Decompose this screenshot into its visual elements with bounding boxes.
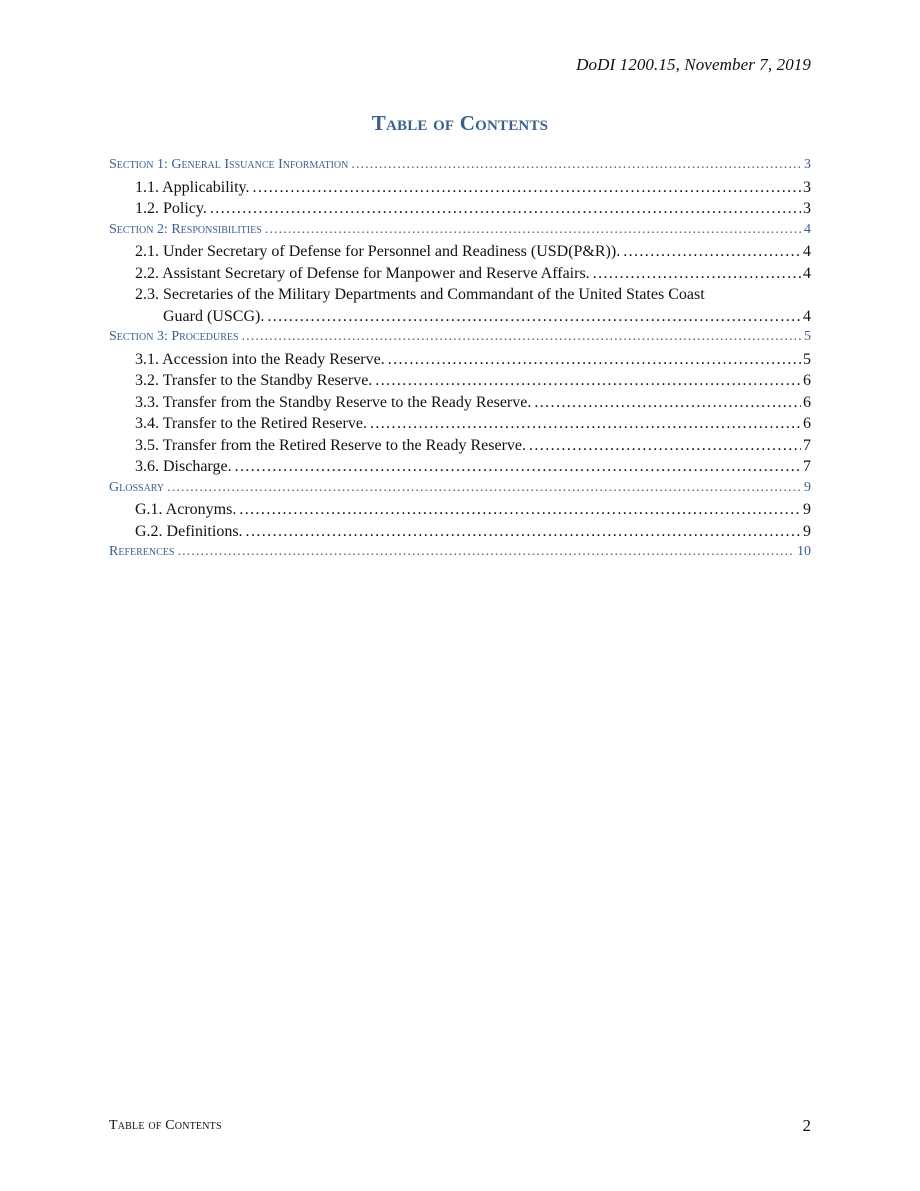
- dot-leader: [253, 179, 801, 197]
- toc-entry-2-3[interactable]: [109, 286, 811, 308]
- toc-entry-label: 2.1. Under Secretary of Defense for Personnel and Readiness (USD(P&R)).: [135, 243, 621, 260]
- toc-entry-label: Section 1: General Issuance Information: [109, 157, 349, 172]
- toc-entry-page: 10: [797, 544, 811, 559]
- dot-leader: [267, 308, 801, 326]
- toc-entry-page: 4: [803, 307, 811, 325]
- toc-entry-1-1[interactable]: [109, 179, 811, 201]
- toc-entry-page: 5: [804, 329, 811, 344]
- toc-entry-g-1[interactable]: [109, 501, 811, 523]
- toc-entry-page: 6: [803, 372, 811, 389]
- dot-leader: [529, 437, 801, 455]
- toc-entry-label: 1.1. Applicability.: [135, 178, 250, 196]
- dot-leader: [623, 243, 801, 261]
- toc-entry-label: G.2. Definitions.: [135, 522, 243, 540]
- toc-entry-3-3[interactable]: [109, 394, 811, 416]
- dot-leader: [375, 372, 801, 390]
- toc-entry-page: 6: [803, 393, 811, 411]
- dot-leader: [246, 523, 801, 541]
- toc-title: Table of Contents: [371, 111, 549, 135]
- toc-entry-section-1[interactable]: [109, 157, 811, 179]
- toc-entry-section-2[interactable]: [109, 222, 811, 244]
- toc-entry-3-4[interactable]: [109, 415, 811, 437]
- toc-entry-label: 3.4. Transfer to the Retired Reserve.: [135, 415, 367, 432]
- toc-entry-3-2[interactable]: [109, 372, 811, 394]
- dot-leader: [235, 458, 801, 476]
- toc-entry-label: G.1. Acronyms.: [135, 501, 237, 518]
- toc-entry-page: 7: [803, 436, 811, 454]
- footer-page-number: 2: [802, 1116, 811, 1135]
- dot-leader: [265, 222, 802, 238]
- toc-entry-2-3-continued[interactable]: [109, 308, 811, 330]
- toc-entry-label-continued: Guard (USCG).: [163, 307, 265, 325]
- toc-entry-page: 6: [803, 415, 811, 432]
- toc-entry-label: 3.6. Discharge.: [135, 458, 232, 475]
- toc-entry-glossary[interactable]: [109, 480, 811, 502]
- toc-entry-g-2[interactable]: [109, 523, 811, 545]
- toc-entry-page: 4: [803, 243, 811, 260]
- dot-leader: [534, 394, 801, 412]
- toc-entry-page: 7: [803, 458, 811, 475]
- toc-entry-label: 3.1. Accession into the Ready Reserve.: [135, 350, 385, 368]
- dot-leader: [239, 501, 801, 519]
- toc-entry-label: Section 2: Responsibilities: [109, 221, 262, 237]
- dot-leader: [167, 480, 802, 496]
- table-of-contents: [109, 157, 811, 566]
- toc-entry-2-1[interactable]: [109, 243, 811, 265]
- dot-leader: [351, 157, 802, 173]
- toc-entry-page: 4: [804, 221, 811, 237]
- dot-leader: [210, 200, 801, 218]
- toc-entry-label: 3.3. Transfer from the Standby Reserve to the Ready Reserve.: [135, 393, 532, 411]
- toc-entry-label: Glossary: [109, 479, 165, 495]
- dot-leader: [388, 351, 801, 369]
- toc-entry-references[interactable]: [109, 544, 811, 566]
- toc-entry-page: 9: [804, 479, 811, 495]
- toc-entry-2-2[interactable]: [109, 265, 811, 287]
- toc-entry-label: References: [109, 544, 175, 559]
- toc-entry-label: 2.3. Secretaries of the Military Departments and Commandant of the United States Coast: [135, 286, 705, 303]
- toc-entry-page: 9: [803, 522, 811, 540]
- toc-entry-page: 3: [804, 157, 811, 172]
- toc-entry-3-6[interactable]: [109, 458, 811, 480]
- toc-entry-page: 4: [803, 264, 811, 282]
- toc-entry-3-5[interactable]: [109, 437, 811, 459]
- toc-entry-page: 3: [803, 178, 811, 196]
- toc-entry-label: 2.2. Assistant Secretary of Defense for Manpower and Reserve Affairs.: [135, 264, 590, 282]
- footer-section-name: Table of Contents: [109, 1118, 222, 1133]
- toc-entry-page: 3: [803, 200, 811, 217]
- toc-entry-1-2[interactable]: [109, 200, 811, 222]
- toc-entry-section-3[interactable]: [109, 329, 811, 351]
- toc-entry-3-1[interactable]: [109, 351, 811, 373]
- dot-leader: [593, 265, 801, 283]
- toc-entry-page: 9: [803, 501, 811, 518]
- toc-entry-label: Section 3: Procedures: [109, 329, 239, 344]
- toc-entry-label: 3.5. Transfer from the Retired Reserve to the Ready Reserve.: [135, 436, 527, 454]
- document-reference-header: DoDI 1200.15, November 7, 2019: [576, 55, 811, 74]
- dot-leader: [177, 544, 795, 560]
- toc-entry-label: 3.2. Transfer to the Standby Reserve.: [135, 372, 373, 389]
- toc-entry-label: 1.2. Policy.: [135, 200, 207, 217]
- dot-leader: [242, 329, 802, 345]
- dot-leader: [370, 415, 801, 433]
- toc-entry-page: 5: [803, 350, 811, 368]
